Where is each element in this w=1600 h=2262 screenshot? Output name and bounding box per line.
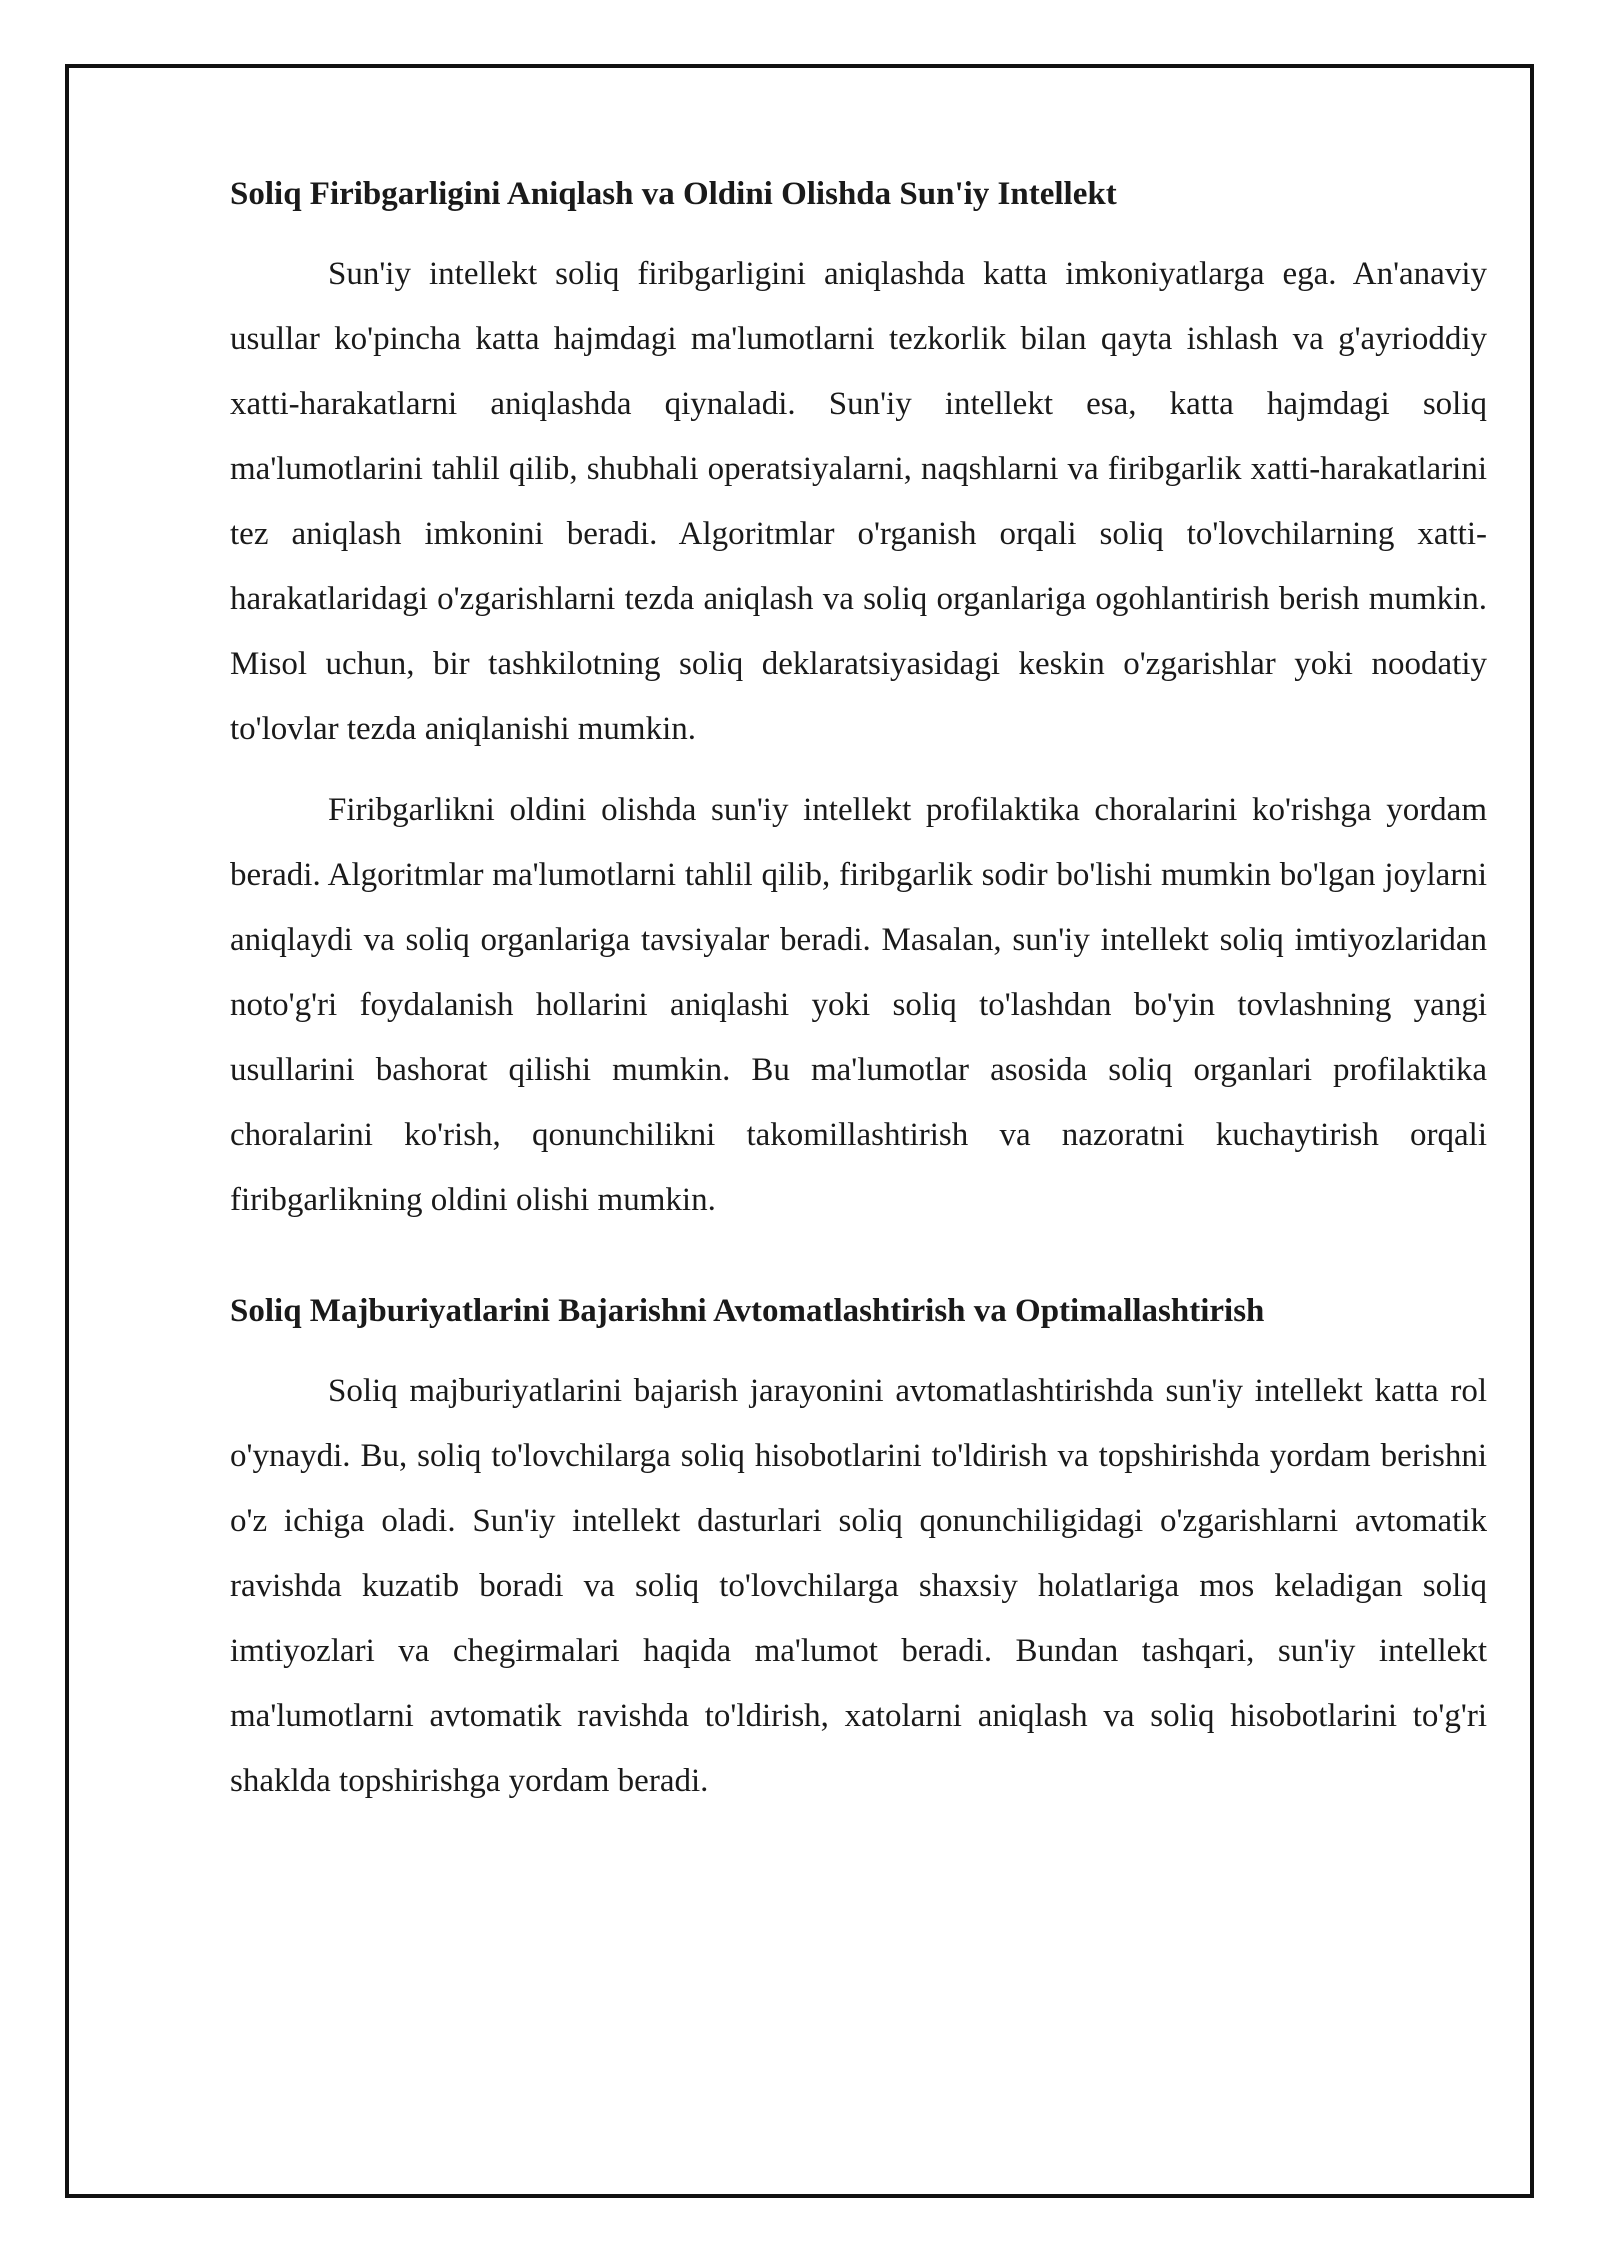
document-body	[230, 170, 1487, 1830]
paragraph-fraud-detection-intro: Sun'iy intellekt soliq firibgarligini aniqlashda katta imkoniyatlarga ega. An'anaviy usullar ko'pincha katta hajmdagi ma'lumotlarni tezkorlik bilan qayta ishlash va g'ayrioddiy xatti-harakatlarni aniqlashda qiynaladi. Sun'iy intellekt esa, katta hajmdagi soliq ma'lumotlarini tahlil qilib, shubhali operatsiyalarni, naqshlarni va firibgarlik xatti-harakatlarini tez aniqlash imkonini beradi. Algoritmlar o'rganish orqali soliq to'lovchilarning xatti-harakatlaridagi o'zgarishlarni tezda aniqlash va soliq organlariga ogohlantirish berish mumkin. Misol uchun, bir tashkilotning soliq deklaratsiyasidagi keskin o'zgarishlar yoki noodatiy to'lovlar tezda aniqlanishi mumkin.	[230, 256, 1487, 747]
paragraph-fraud-prevention: Firibgarlikni oldini olishda sun'iy intellekt profilaktika choralarini ko'rishga yordam beradi. Algoritmlar ma'lumotlarni tahlil qilib, firibgarlik sodir bo'lishi mumkin bo'lgan joylarni aniqlaydi va soliq organlariga tavsiyalar beradi. Masalan, sun'iy intellekt soliq imtiyozlaridan noto'g'ri foydalanish hollarini aniqlashi yoki soliq to'lashdan bo'yin tovlashning yangi usullarini bashorat qilishi mumkin. Bu ma'lumotlar asosida soliq organlari profilaktika choralarini ko'rish, qonunchilikni takomillashtirish va nazoratni kuchaytirish orqali firibgarlikning oldini olishi mumkin.	[230, 792, 1487, 1218]
paragraph-compliance-automation: Soliq majburiyatlarini bajarish jarayonini avtomatlashtirishda sun'iy intellekt katta rol o'ynaydi. Bu, soliq to'lovchilarga soliq hisobotlarini to'ldirish va topshirishda yordam berishni o'z ichiga oladi. Sun'iy intellekt dasturlari soliq qonunchiligidagi o'zgarishlarni avtomatik ravishda kuzatib boradi va soliq to'lovchilarga shaxsiy holatlariga mos keladigan soliq imtiyozlari va chegirmalari haqida ma'lumot beradi. Bundan tashqari, sun'iy intellekt ma'lumotlarni avtomatik ravishda to'ldirish, xatolarni aniqlash va soliq hisobotlarini to'g'ri shaklda topshirishga yordam beradi.	[230, 1373, 1487, 1799]
section-heading-compliance-automation: Soliq Majburiyatlarini Bajarishni Avtomatlashtirish va Optimallashtirish	[230, 1293, 1265, 1329]
section-heading-fraud-detection: Soliq Firibgarligini Aniqlash va Oldini Olishda Sun'iy Intellekt	[230, 176, 1117, 212]
